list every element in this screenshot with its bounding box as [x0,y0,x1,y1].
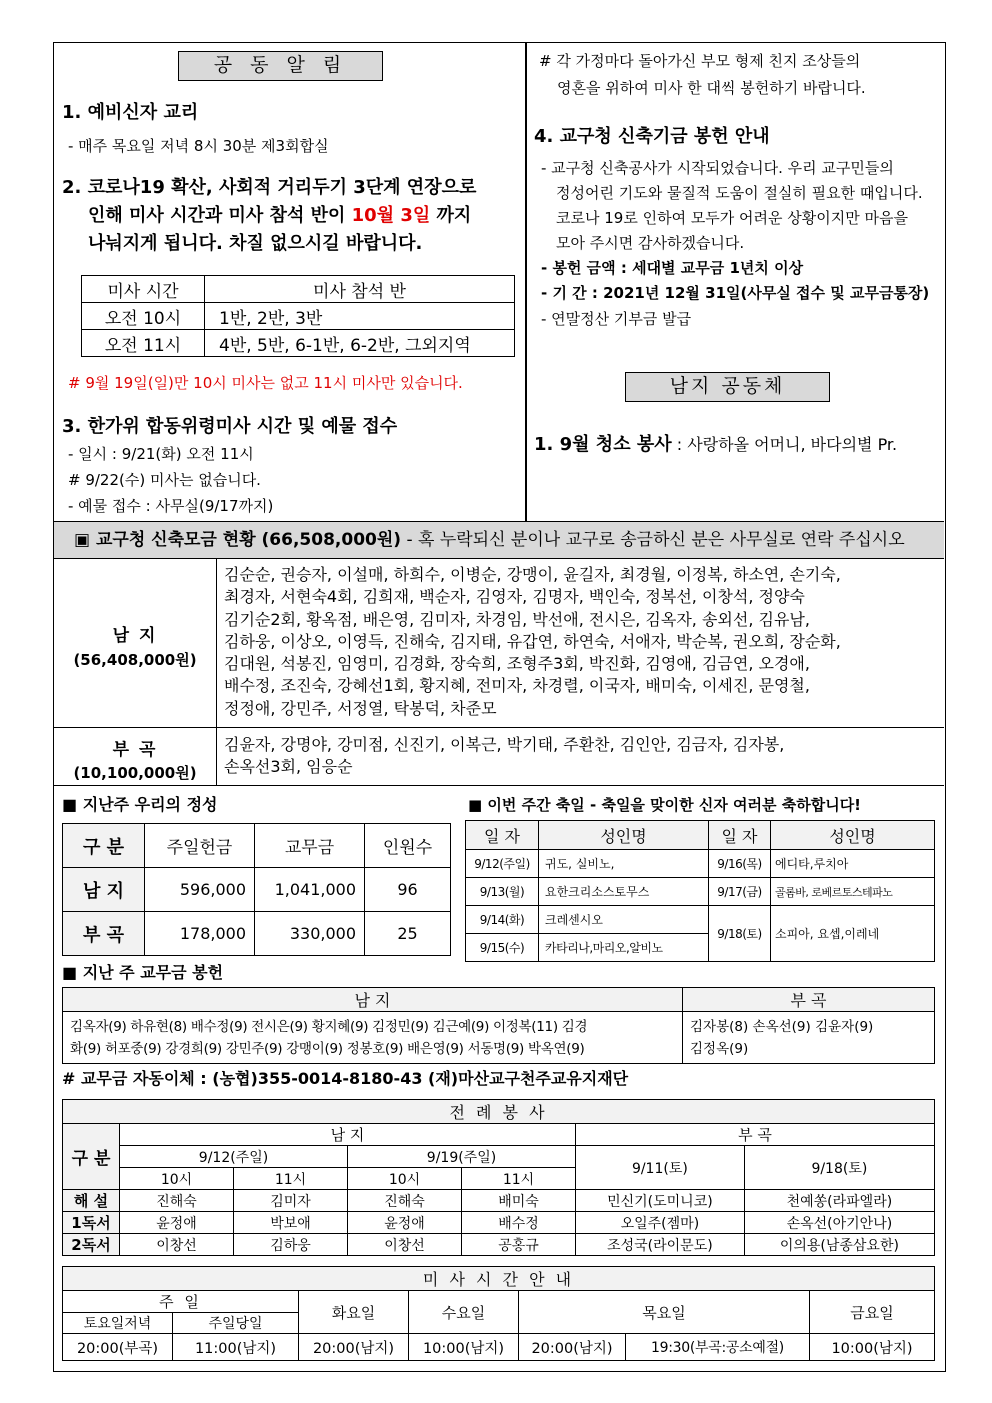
mass-times-thu: 목요일 [519,1291,810,1334]
liturgy-role: 1독서 [63,1212,120,1234]
liturgy-time: 11시 [234,1168,348,1190]
dues-table [62,987,935,1064]
mass-times-table [62,1266,935,1361]
liturgy-namji-header: 남 지 [120,1124,576,1146]
mass-class-time: 오전 10시 [82,303,205,330]
offering-title: ■ 지난주 우리의 정성 [62,795,218,814]
offering-count: 25 [365,912,451,956]
fund-bugok-line: 김윤자, 강명야, 강미점, 신진기, 이복근, 박기태, 주환찬, 김인안, 김금자, 김자봉, [224,735,785,754]
feast-table [465,820,935,962]
liturgy-person: 진해숙 [348,1190,462,1212]
memorial-line: # 각 가정마다 돌아가신 부모 형제 친지 조상들의 [539,52,861,70]
feast-header: 일 자 [709,821,771,850]
offering-row-label: 남 지 [63,868,145,912]
feast-header: 성인명 [771,821,935,850]
offering-sunday-amount: 178,000 [145,912,255,956]
fund-namji-line: 김하웅, 이상오, 이영득, 진해숙, 김지태, 유갑연, 하연숙, 서애자, 박순복, 권오희, 장순화, [224,631,841,651]
notice-item2-date-red: 10월 3일 [351,205,431,226]
notice-red-note: # 9월 19일(일)만 10시 미사는 없고 11시 미사만 있습니다. [68,374,463,392]
liturgy-gubun: 구 분 [63,1124,120,1190]
mass-class-header-class: 미사 참석 반 [205,276,515,303]
fund-guide-heading: 4. 교구청 신축기금 봉헌 안내 [534,126,770,147]
feast-title: ■ 이번 주간 축일 - 축일을 맞이한 신자 여러분 축하합니다! [468,796,862,814]
notice-item2-line3: 나눠지게 됩니다. 차질 없으시길 바랍니다. [88,233,423,254]
fund-namji-line: 최경자, 서현숙4회, 김희재, 백순자, 김영자, 김명자, 백인숙, 정복선, 이창석, 정양숙 [224,587,805,607]
fund-guide-line: 정성어린 기도와 물질적 도움이 절실히 필요한 때입니다. [556,184,923,202]
fund-guide-period: - 기 간 : 2021년 12월 31일(사무실 접수 및 교무금통장) [541,284,930,302]
offering-sunday-amount: 596,000 [145,868,255,912]
mass-time-value: 19:30(부곡:공소예절) [626,1334,810,1361]
liturgy-time: 11시 [462,1168,576,1190]
fund-guide-amount: - 봉헌 금액 : 세대별 교무금 1년치 이상 [541,259,804,277]
feast-saint: 카타리나,마리오,알비노 [539,934,709,962]
liturgy-person: 민신기(도미니코) [576,1190,745,1212]
mass-times-sun-day: 주일당일 [173,1313,299,1334]
offering-count: 96 [365,868,451,912]
fund-namji-line: 김대원, 석봉진, 임영미, 김경화, 장숙희, 조형주3회, 박진화, 김영애, 김금연, 오경애, [224,654,810,674]
liturgy-person: 배미숙 [462,1190,576,1212]
dues-title: ■ 지난 주 교무금 봉헌 [62,963,224,982]
dues-namji-header: 남 지 [63,988,683,1012]
mass-class-time: 오전 11시 [82,330,205,357]
liturgy-person: 윤정애 [120,1212,234,1234]
offering-row-label: 부 곡 [63,912,145,956]
fund-status-total: ▣ 교구청 신축모금 현황 (66,508,000원) [74,530,402,550]
liturgy-date: 9/19(주일) [348,1146,576,1168]
liturgy-person: 공홍규 [462,1234,576,1256]
mass-times-sat-eve: 토요일저녁 [63,1313,173,1334]
mass-time-value: 20:00(부곡) [63,1334,173,1361]
offering-header: 인원수 [365,824,451,868]
notice-item3-line: - 예물 접수 : 사무실(9/17까지) [68,497,274,515]
liturgy-time: 10시 [120,1168,234,1190]
offering-dues-amount: 330,000 [255,912,365,956]
feast-saint: 요한크리소스토무스 [539,878,709,906]
mass-times-wed: 수요일 [409,1291,519,1334]
fund-namji-amount: (56,408,000원) [73,651,197,669]
dues-bugok-list [683,1012,935,1064]
liturgy-date: 9/12(주일) [120,1146,348,1168]
liturgy-person: 진해숙 [120,1190,234,1212]
feast-saint: 골롬바, 로베르토스테파노 [771,878,935,906]
liturgy-role: 해 설 [63,1190,120,1212]
mass-class-classes: 1반, 2반, 3반 [205,303,515,330]
offering-header: 교무금 [255,824,365,868]
mass-times-sunday: 주 일 [63,1291,299,1313]
feast-saint: 귀도, 실비노, [539,850,709,878]
fund-bugok-amount: (10,100,000원) [73,764,197,782]
fund-status-header [54,521,944,559]
liturgy-bugok-header: 부 곡 [576,1124,935,1146]
feast-saint: 소피아, 요셉,이레네 [771,906,935,962]
liturgy-person: 김미자 [234,1190,348,1212]
fund-bugok-label: 부 곡 [112,740,158,760]
liturgy-role: 2독서 [63,1234,120,1256]
cleaning-service-label: 1. 9월 청소 봉사 [534,434,672,455]
liturgy-person: 윤정애 [348,1212,462,1234]
mass-times-tue: 화요일 [299,1291,409,1334]
fund-namji-line: 김순순, 권승자, 이설매, 하희수, 이병순, 강맹이, 윤길자, 최경월, 이정복, 하소연, 손기숙, [224,565,841,584]
fund-namji-label: 남 지 [112,626,158,646]
fund-status-note: - 혹 누락되신 분이나 교구로 송금하신 분은 사무실로 연락 주십시오 [401,530,905,550]
mass-time-value: 11:00(남지) [173,1334,299,1361]
notice-title: 공 동 알 림 [178,51,383,81]
liturgy-person: 이창선 [120,1234,234,1256]
top-divider [525,43,527,521]
bulletin-page [53,42,946,1372]
feast-date: 9/12(주일) [466,850,539,878]
fund-namji-line: 정정애, 강민주, 서정열, 탁봉덕, 차준모 [224,698,497,718]
offering-table [62,823,451,956]
fund-bugok-line: 손옥선3회, 임응순 [224,757,353,776]
feast-date: 9/14(화) [466,906,539,934]
liturgy-person: 이의용(남종삼요한) [744,1234,934,1256]
mass-times-title: 미 사 시 간 안 내 [63,1267,935,1291]
liturgy-person: 김하웅 [234,1234,348,1256]
mass-time-value: 10:00(남지) [810,1334,935,1361]
offering-header: 주일헌금 [145,824,255,868]
liturgy-date: 9/11(토) [576,1146,745,1190]
namji-community-title: 남지 공동체 [625,372,830,402]
dues-bugok-line: 김정옥(9) [690,1040,749,1057]
feast-date: 9/15(수) [466,934,539,962]
liturgy-person: 박보애 [234,1212,348,1234]
mass-time-value: 10:00(남지) [409,1334,519,1361]
cleaning-service-value: : 사랑하올 어머니, 바다의별 Pr. [671,435,898,454]
feast-date: 9/16(목) [709,850,771,878]
offering-dues-amount: 1,041,000 [255,868,365,912]
dues-namji-list [63,1012,683,1064]
fund-guide-receipt: - 연말정산 기부금 발급 [541,310,692,328]
dues-namji-line: 김옥자(9) 하유현(8) 배수정(9) 전시은(9) 황지혜(9) 김정민(9) 김근예(9) 이정복(11) 김경 [70,1018,588,1035]
notice-item3-heading: 3. 한가위 합동위령미사 시간 및 예물 접수 [62,416,398,437]
mass-class-classes: 4반, 5반, 6-1반, 6-2반, 그외지역 [205,330,515,357]
fund-namji-line: 김기순2회, 황옥점, 배은영, 김미자, 차경임, 박선애, 전시은, 김옥자, 송외선, 김유남, [224,609,810,629]
liturgy-person: 조성국(라이문도) [576,1234,745,1256]
notice-item2-line2-post: 까지 [430,205,472,226]
mass-times-fri: 금요일 [810,1291,935,1334]
liturgy-person: 배수정 [462,1212,576,1234]
dues-bugok-line: 김자봉(8) 손옥선(9) 김윤자(9) [690,1018,874,1035]
feast-saint: 에디타,루치아 [771,850,935,878]
liturgy-title: 전 례 봉 사 [63,1100,935,1124]
fund-namji-line: 배수정, 조진숙, 강혜선1회, 황지혜, 전미자, 차경렬, 이국자, 배미숙, 이세진, 문영철, [224,676,810,696]
liturgy-table [62,1099,935,1256]
feast-header: 성인명 [539,821,709,850]
dues-namji-line: 화(9) 허포중(9) 강경희(9) 강민주(9) 강맹이(9) 정봉호(9) 배은영(9) 서동명(9) 박옥연(9) [70,1040,585,1057]
dues-auto-transfer: # 교무금 자동이체 : (농협)355-0014-8180-43 (재)마산교구천주교유지재단 [62,1069,629,1088]
notice-item3-line: - 일시 : 9/21(화) 오전 11시 [68,445,254,463]
liturgy-time: 10시 [348,1168,462,1190]
notice-item1-heading: 1. 예비신자 교리 [62,102,199,123]
notice-item2-line2-pre: 인해 미사 시간과 미사 참석 반이 [88,205,352,226]
memorial-line: 영혼을 위하여 미사 한 대씩 봉헌하기 바랍니다. [557,79,866,97]
mass-time-value: 20:00(남지) [519,1334,626,1361]
fund-bugok-names [217,728,944,786]
fund-namji-label-cell [54,559,217,728]
notice-item3-line: # 9/22(수) 미사는 없습니다. [68,471,261,489]
dues-bugok-header: 부 곡 [683,988,935,1012]
fund-bugok-label-cell [54,728,217,786]
liturgy-person: 이창선 [348,1234,462,1256]
liturgy-date: 9/18(토) [744,1146,934,1190]
mass-time-value: 20:00(남지) [299,1334,409,1361]
fund-namji-names [217,559,944,728]
feast-date: 9/18(토) [709,906,771,962]
feast-date: 9/17(금) [709,878,771,906]
feast-header: 일 자 [466,821,539,850]
notice-item2-line2 [88,204,471,228]
liturgy-person: 손옥선(아기안나) [744,1212,934,1234]
mass-class-header-time: 미사 시간 [82,276,205,303]
feast-date: 9/13(월) [466,878,539,906]
mass-class-table [81,275,515,357]
notice-item2-line1: 2. 코로나19 확산, 사회적 거리두기 3단계 연장으로 [62,177,477,198]
liturgy-person: 천예쏭(라파엘라) [744,1190,934,1212]
offering-header: 구 분 [63,824,145,868]
fund-guide-line: 모아 주시면 감사하겠습니다. [556,234,745,252]
fund-guide-line: 코로나 19로 인하여 모두가 어려운 상황이지만 마음을 [556,209,908,227]
fund-guide-line: - 교구청 신축공사가 시작되었습니다. 우리 교구민들의 [541,159,894,177]
notice-item1-line: - 매주 목요일 저녁 8시 30분 제3회합실 [68,137,329,155]
liturgy-person: 오일주(젬마) [576,1212,745,1234]
cleaning-service [534,433,897,457]
feast-saint: 크레센시오 [539,906,709,934]
